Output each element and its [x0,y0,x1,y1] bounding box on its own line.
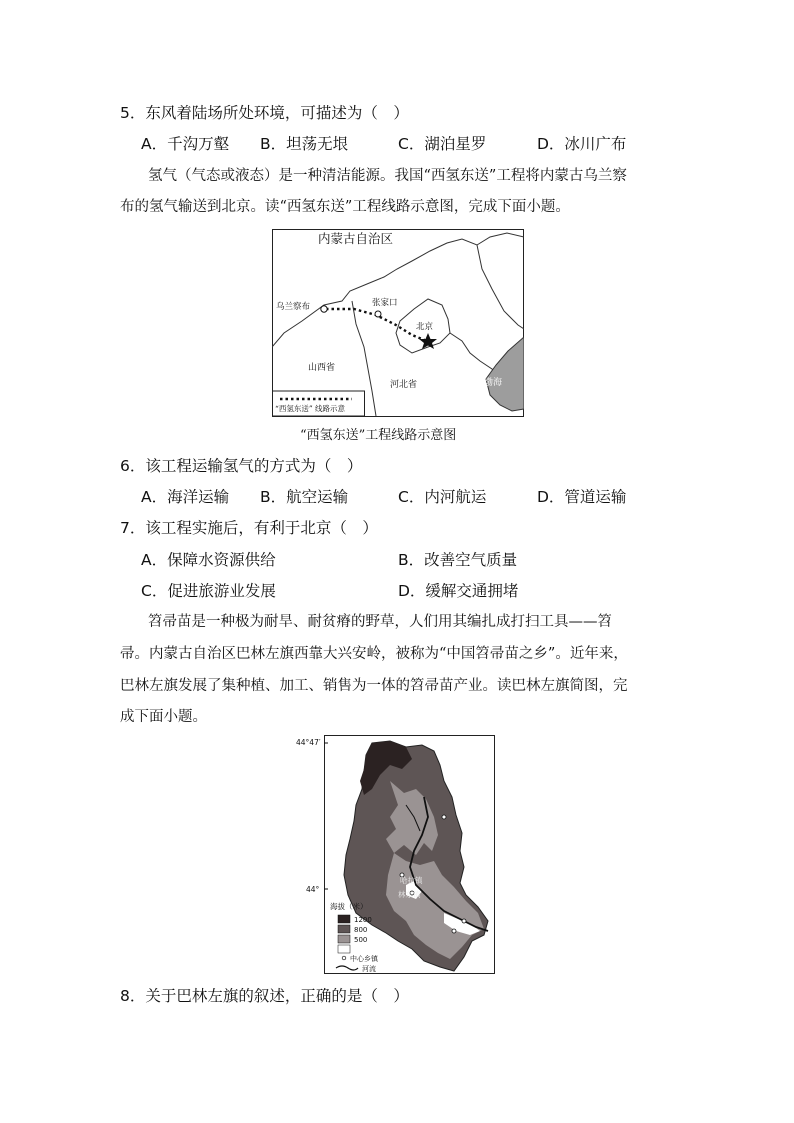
map1-legend-label: “西氢东送” 线路示意 [275,404,346,413]
latitude-label-top: 44°47′ [296,738,321,747]
balinzuoqi-map [294,735,496,975]
question-8-stem: 8．关于巴林左旗的叙述，正确的是（ ） [120,987,409,1005]
city-label-beijing: 北京 [416,322,434,332]
legend-level-1200: 1200 [354,916,372,924]
region-label-hebei: 河北省 [390,380,418,390]
q5-option-b: B．坦荡无垠 [260,135,349,153]
passage-2-line-3: 巴林左旗发展了集种植、加工、销售为一体的笤帚苗产业。读巴林左旗简图，完 [120,678,628,694]
hydrogen-route-map [272,229,524,417]
q5-option-c: C．湖泊星罗 [398,135,487,153]
town-label-lindong: 林东镇 [398,890,421,899]
q5-option-d: D．冰川广布 [537,135,627,153]
region-label-shanxi: 山西省 [308,363,336,373]
passage-1-line-2: 布的氢气输送到北京。读“西氢东送”工程线路示意图，完成下面小题。 [120,199,570,215]
passage-2-line-1: 笤帚苗是一种极为耐旱、耐贫瘠的野草，人们用其编扎成打扫工具——笤 [148,614,612,630]
passage-1-line-1: 氢气（气态或液态）是一种清洁能源。我国“西氢东送”工程将内蒙古乌兰察 [148,168,627,184]
question-5-stem: 5．东风着陆场所处环境，可描述为（ ） [120,104,409,122]
q6-option-b: B．航空运输 [260,488,349,506]
q7-option-b: B．改善空气质量 [398,551,518,569]
passage-2-line-4: 成下面小题。 [120,709,207,725]
region-label-bohai: 渤海 [484,378,503,388]
q7-option-a: A．保障水资源供给 [141,551,276,569]
city-label-zhangjiakou: 张家口 [372,298,398,308]
legend-level-800: 800 [354,926,368,934]
map1-title: 内蒙古自治区 [318,231,394,246]
q5-option-a: A．千沟万壑 [141,135,230,153]
passage-2-line-2: 帚。内蒙古自治区巴林左旗西靠大兴安岭，被称为“中国笤帚苗之乡”。近年来， [120,646,628,662]
question-7-stem: 7．该工程实施后，有利于北京（ ） [120,519,378,537]
q6-option-c: C．内河航运 [398,488,487,506]
legend-title: 海拔（米） [330,902,368,911]
map1-caption: “西氢东送”工程线路示意图 [300,428,457,443]
q6-option-a: A．海洋运输 [141,488,230,506]
legend-river: 河流 [362,965,376,973]
q6-option-d: D．管道运输 [537,488,627,506]
town-label-hala: 哈拉镇 [400,876,423,885]
city-label-wulanchabu: 乌兰察布 [276,302,311,312]
q7-option-c: C．促进旅游业发展 [141,582,276,600]
latitude-label-mid: 44° [306,885,320,894]
legend-level-500: 500 [354,936,368,944]
q7-option-d: D．缓解交通拥堵 [398,582,519,600]
question-6-stem: 6．该工程运输氢气的方式为（ ） [120,457,363,475]
legend-town: 中心乡镇 [350,955,378,963]
